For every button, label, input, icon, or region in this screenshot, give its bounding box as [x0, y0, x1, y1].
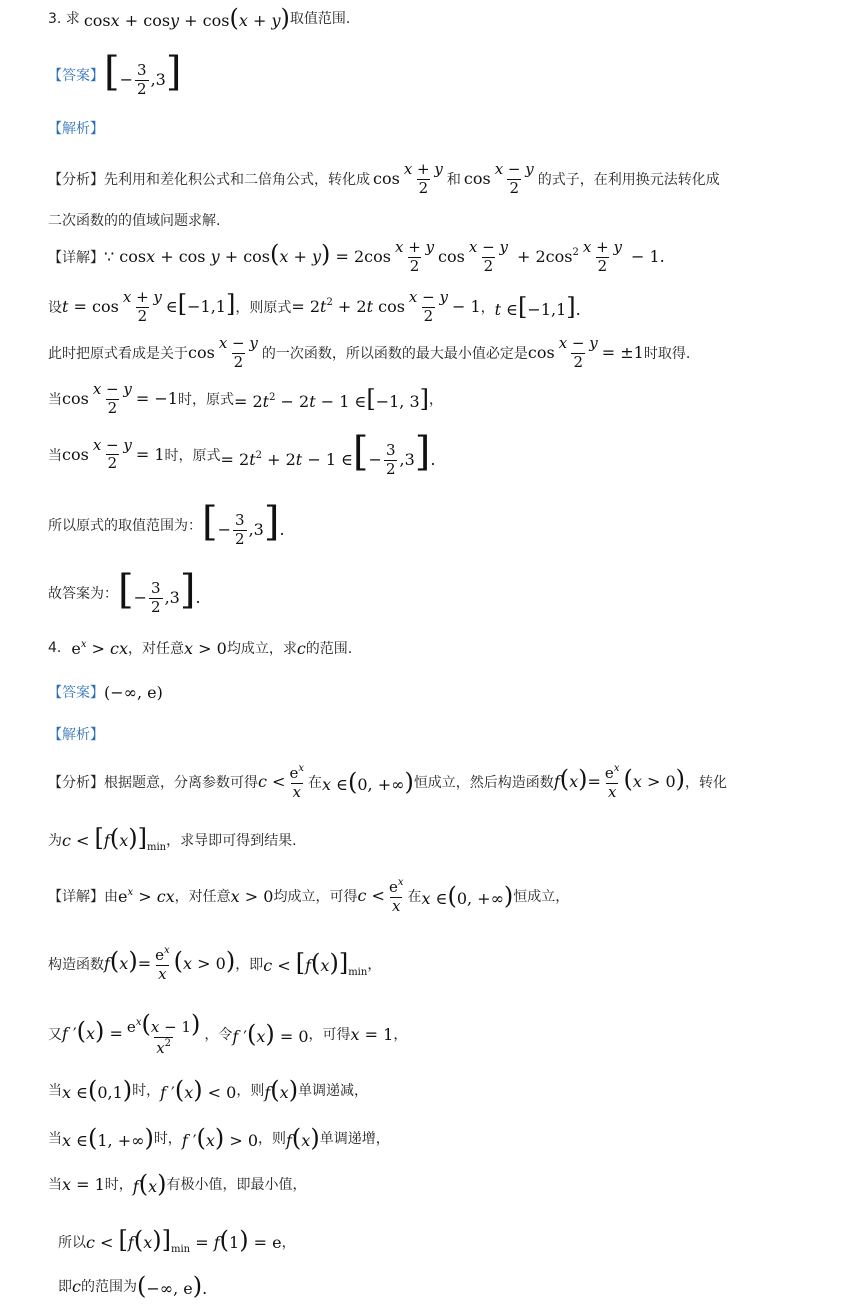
q4-d4: 当 x ∈(0,1) 时， f ′(x) < 0 ，则 f(x) 单调递减， [48, 1076, 369, 1104]
q4-analysis-tag: 【解析】 [48, 727, 104, 743]
q3-answer-tag: 【答案】 [48, 67, 104, 84]
q3-step5: 当 cos $\frac{x - y}{2}$ = 1 时，原式 = $2t^2 + 2t - 1$ ∈[− $\frac{3}{2}$ ,3]. [48, 429, 436, 478]
q3-step1: 【详解】 ∵ cosx + cos y + cos(x + y) = 2cos $\frac{x + y}{2}$ cos $\frac{x - y}{2}$ + $2\cos^2$ $\frac{x + y}{2}$ − 1. [48, 238, 665, 275]
q3-suffix: 取值范围. [289, 11, 351, 27]
q3-fenxi-frac1: cos $\frac{x + y}{2}$ [373, 160, 443, 197]
q3-step7: 故答案为： [− $\frac{3}{2}$ ,3]. [48, 567, 201, 616]
q3-fenxi-frac2: cos $\frac{x - y}{2}$ [463, 160, 534, 197]
q3-xiangjie-tag: 【详解】 [48, 250, 104, 267]
q3-answer: [− $\frac{3}{2}$ ,3] [104, 49, 182, 98]
q4-answer: (−∞, e) [104, 682, 163, 702]
q4-fenxi1: 【分析】 根据题意，分离参数可得 c < $\frac{e^x}{x}$ 在 x ∈(0, +∞) 恒成立，然后构造函数 f(x)= $\frac{e^x}{x}$ (x > 0) ，转化 [48, 763, 727, 801]
q3-fenxi-text2: 的式子，在利用换元法转化成 [537, 172, 720, 189]
q4-xiangjie-tag: 【详解】 [48, 889, 104, 906]
q3-title-line [48, 6, 350, 30]
q3-step3: 此时把原式看成是关于 cos $\frac{x - y}{2}$ 的一次函数，所以函数的最大最小值必定是 cos $\frac{x - y}{2}$ = ±1 时取得. [48, 334, 691, 371]
q4-answer-line [48, 682, 163, 702]
q4-title-line: 4. $e^x$ > cx ，对任意 x > 0 均成立，求 c 的范围. [48, 638, 353, 658]
q3-step6: 所以原式的取值范围为： [− $\frac{3}{2}$ ,3]. [48, 499, 285, 548]
q3-analysis-line [48, 118, 104, 138]
q3-analysis-tag: 【解析】 [48, 121, 104, 137]
q4-fenxi-tag: 【分析】 [48, 775, 104, 792]
q3-answer-line [48, 49, 182, 98]
q4-d2: 构造函数 f(x)= $\frac{e^x}{x}$ (x > 0) ，即 $c < [f(x)]_{min}$ ， [48, 945, 382, 983]
q4-d1: 【详解】 由 $e^x$ > cx ，对任意 x > 0 均成立，可得 c < $\frac{e^x}{x}$ 在 x ∈(0, +∞) 恒成立， [48, 877, 570, 915]
q3-expr: cosx + cosy + cos(x + y) [83, 4, 290, 32]
q3-fenxi-line2 [48, 210, 220, 230]
q4-d7: 所以 $c < [f(x)]_{min} = f(1) = e$ ， [58, 1226, 296, 1255]
q3-title: 3. 求 [48, 11, 80, 27]
q3-fenxi-line [48, 162, 720, 197]
q4-d3: 又 f ′(x) = $\frac{e^x(x - 1)}{x^2}$ ，令 f ′(x) = 0 ，可得 x = 1 ， [48, 1010, 408, 1057]
q4-fenxi2: 为 $c < [f(x)]_{min}$ ，求导即可得到结果. [48, 824, 297, 853]
q3-fenxi-text3: 二次函数的的值域问题求解. [48, 213, 221, 229]
q4-analysis-line [48, 724, 104, 744]
q3-fenxi-text1: 先利用和差化积公式和二倍角公式，转化成 [104, 172, 370, 189]
q4-d8: 即 c 的范围为 (−∞, e). [58, 1272, 208, 1300]
q4-d6: 当 x = 1 时， f(x) 有极小值，即最小值， [48, 1170, 307, 1198]
q3-step2: 设 t = cos $\frac{x + y}{2}$ ∈[−1,1] ，则原式 = $2t^2 + 2t$ cos $\frac{x - y}{2}$ − 1 ， t ∈[−1,1]. [48, 288, 581, 325]
q3-step4: 当 cos $\frac{x - y}{2}$ = −1 时，原式 = $2t^2 - 2t - 1$ ∈[−1, 3] ， [48, 380, 444, 417]
q4-title: 4. [48, 640, 62, 656]
q3-fenxi-and: 和 [446, 172, 461, 189]
q4-d5: 当 x ∈(1, +∞) 时， f ′(x) > 0 ，则 f(x) 单调递增， [48, 1124, 390, 1152]
q4-answer-tag: 【答案】 [48, 685, 104, 701]
q3-fenxi-tag: 【分析】 [48, 172, 104, 189]
